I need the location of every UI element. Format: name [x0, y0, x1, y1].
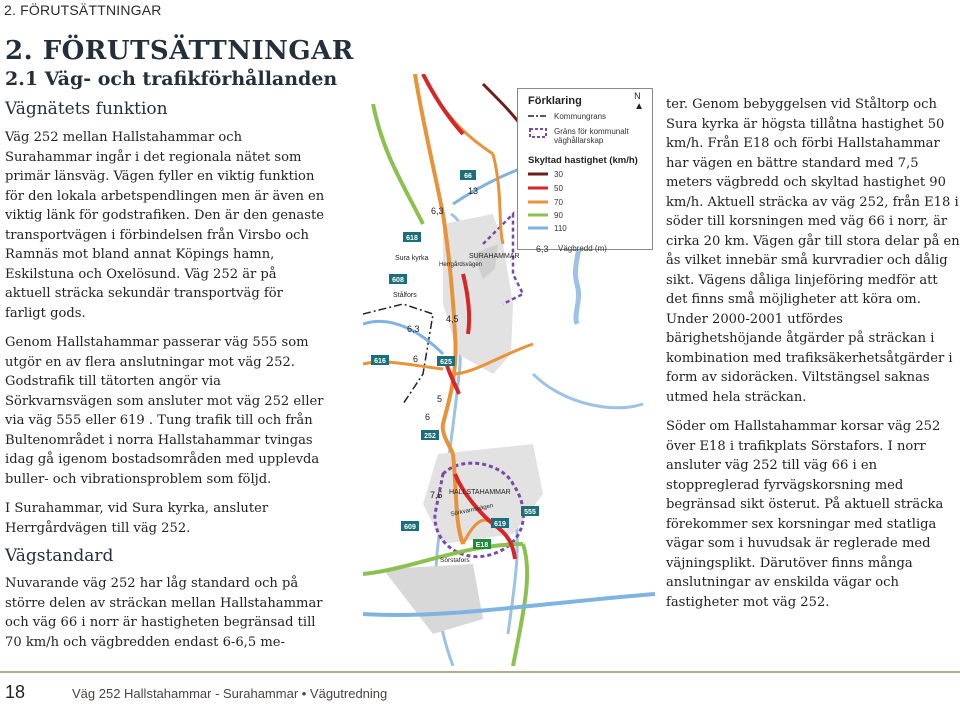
legend-speed: 50: [554, 184, 563, 193]
paragraph: Söder om Hallstahammar korsar väg 252 över E18 i trafikplats Sörstafors. I norr ansluter väg 252 till väg 66 i en stoppreglerad fyrvägskorsning med begränsad sikt österut. På aktuell sträcka förekommer sex korsningar med statliga vägar som i huvudsak är reglerade med väjningsplikt. Därutöver finns många anslutningar av enskilda vägar och fastigheter mot väg 252.: [666, 419, 944, 610]
legend-grans: Gräns för kommunalt väghållarskap: [554, 127, 629, 145]
paragraph: Väg 252 mellan Hallstahammar och Surahammar ingår i det regionala nätet som primär länsväg. Vägen fyller en viktig funktion för den lokala arbetspendlingen men är även en viktig länk för godstrafiken. Den är den genaste transportvägen i förbindelsen från Virsbo och Ramnäs mot bland annat Köpings hamn, Eskilstuna och Oxelösund. Väg 252 är på aktuell sträcka sekundär transportväg för farligt gods.: [5, 130, 325, 321]
footer-text: Väg 252 Hallstahammar - Surahammar • Vägutredning: [72, 686, 388, 701]
svg-text:66: 66: [464, 173, 472, 180]
legend-speed: 90: [554, 211, 563, 220]
legend-speed: 30: [554, 170, 563, 179]
legend-speed: 110: [554, 224, 567, 233]
svg-text:609: 609: [404, 524, 416, 531]
svg-text:619: 619: [494, 521, 506, 528]
svg-text:555: 555: [524, 509, 536, 516]
subheading-network: Vägnätets funktion: [5, 99, 168, 119]
paragraph: I Surahammar, vid Sura kyrka, ansluter Herrgårdvägen till väg 252.: [5, 501, 269, 536]
place-label: HALLSTAHAMMAR: [449, 489, 511, 496]
shield-252: [421, 430, 439, 440]
shield-616: [371, 355, 389, 365]
shield-618: [403, 232, 421, 242]
legend-width-label: Vägbredd (m): [558, 244, 607, 253]
width-label: 6: [425, 412, 431, 422]
map-legend: [517, 88, 653, 254]
shield-66: [460, 170, 476, 180]
svg-text:252: 252: [424, 433, 436, 440]
north-arrow-icon: N ▲: [634, 91, 644, 112]
footer-rule: [0, 671, 960, 673]
svg-text:625: 625: [440, 359, 452, 366]
place-label: Sörkvarnsvägen: [450, 503, 494, 518]
svg-text:616: 616: [374, 358, 386, 365]
legend-speed-title: Skyltad hastighet (km/h): [528, 155, 638, 166]
left-column: [5, 128, 325, 548]
shield-608: [389, 274, 407, 284]
place-label: Herrgårdsvägen: [439, 262, 483, 268]
place-label: SURAHAMMAR: [469, 253, 520, 260]
road-90: [373, 104, 423, 224]
shield-e18: [473, 539, 491, 549]
left-column-standard: [5, 574, 325, 662]
right-column: [666, 95, 960, 622]
shield-625: [437, 356, 455, 366]
legend-speed: 70: [554, 198, 563, 207]
paragraph: Nuvarande väg 252 har låg standard och på större delen av sträckan mellan Hallstahammar och väg 66 i norr är hastigheten begränsad till 70 km/h och vägbredden endast 6-6,5 me-: [5, 576, 323, 650]
svg-text:608: 608: [392, 277, 404, 284]
width-label: 4,5: [446, 314, 459, 324]
legend-kommungrans: Kommungrans: [554, 112, 607, 121]
legend-title: Förklaring: [528, 95, 582, 107]
section-title: 2.1 Väg- och trafikförhållanden: [5, 68, 338, 90]
width-label: 6: [413, 354, 419, 364]
place-label: Sörstafors: [440, 557, 470, 564]
road-66: [423, 74, 493, 154]
legend-width-value: 6,3: [536, 244, 549, 254]
chapter-title: 2. FÖRUTSÄTTNINGAR: [5, 36, 354, 66]
width-label: 7,5: [430, 490, 443, 500]
shield-555: [521, 506, 539, 516]
place-label: Sura kyrka: [395, 255, 429, 262]
place-label: Stålfors: [393, 292, 417, 299]
subheading-standard: Vägstandard: [5, 546, 114, 566]
river: [533, 374, 643, 408]
municipal-border: [363, 304, 433, 404]
width-label: 5: [437, 394, 443, 404]
running-head: 2. FÖRUTSÄTTNINGAR: [4, 2, 162, 18]
page-number: 18: [5, 682, 26, 702]
width-label: 6,3: [431, 206, 444, 216]
road-50: [423, 74, 463, 134]
urban-area: [383, 564, 483, 634]
svg-text:618: 618: [406, 235, 418, 242]
shield-619: [491, 518, 509, 528]
svg-text:E18: E18: [475, 542, 489, 549]
paragraph: ter. Genom bebyggelsen vid Ståltorp och Sura kyrka är högsta tillåtna hastighet 50 km/h. Från E18 och förbi Hallstahammar har vägen en bättre standard med 7,5 meters vägbredd och skyltad hastighet 90 km/h. Aktuell sträcka av väg 252, från E18 i söder till korsningen med väg 66 i norr, är cirka 20 km. Vägen går till stora delar på en ås vilket innebär små kurvradier och dålig sikt. Vägens dåliga linjeföring medför att det finns små möjligheter att köra om. Under 2000-2001 utfördes bärighetshöjande åtgärder på sträckan i kombination med trafiksäkerhetsåtgärder i form av sidoräcken. Viltstängsel saknas utmed hela sträckan.: [666, 97, 960, 405]
width-label: 13: [468, 186, 479, 196]
shield-609: [401, 521, 419, 531]
width-label: 6,3: [407, 324, 420, 334]
paragraph: Genom Hallstahammar passerar väg 555 som utgör en av flera anslutningar mot väg 252. Godstrafik till tätorten angör via Sörkvarnsvägen som ansluter mot väg 252 eller via väg 555 eller 619 . Tung trafik till och från Bultenområdet i norra Hallstahammar tvingas idag gå igenom bostadsområden med upplevda buller- och vibrationsproblem som följd.: [5, 335, 324, 487]
